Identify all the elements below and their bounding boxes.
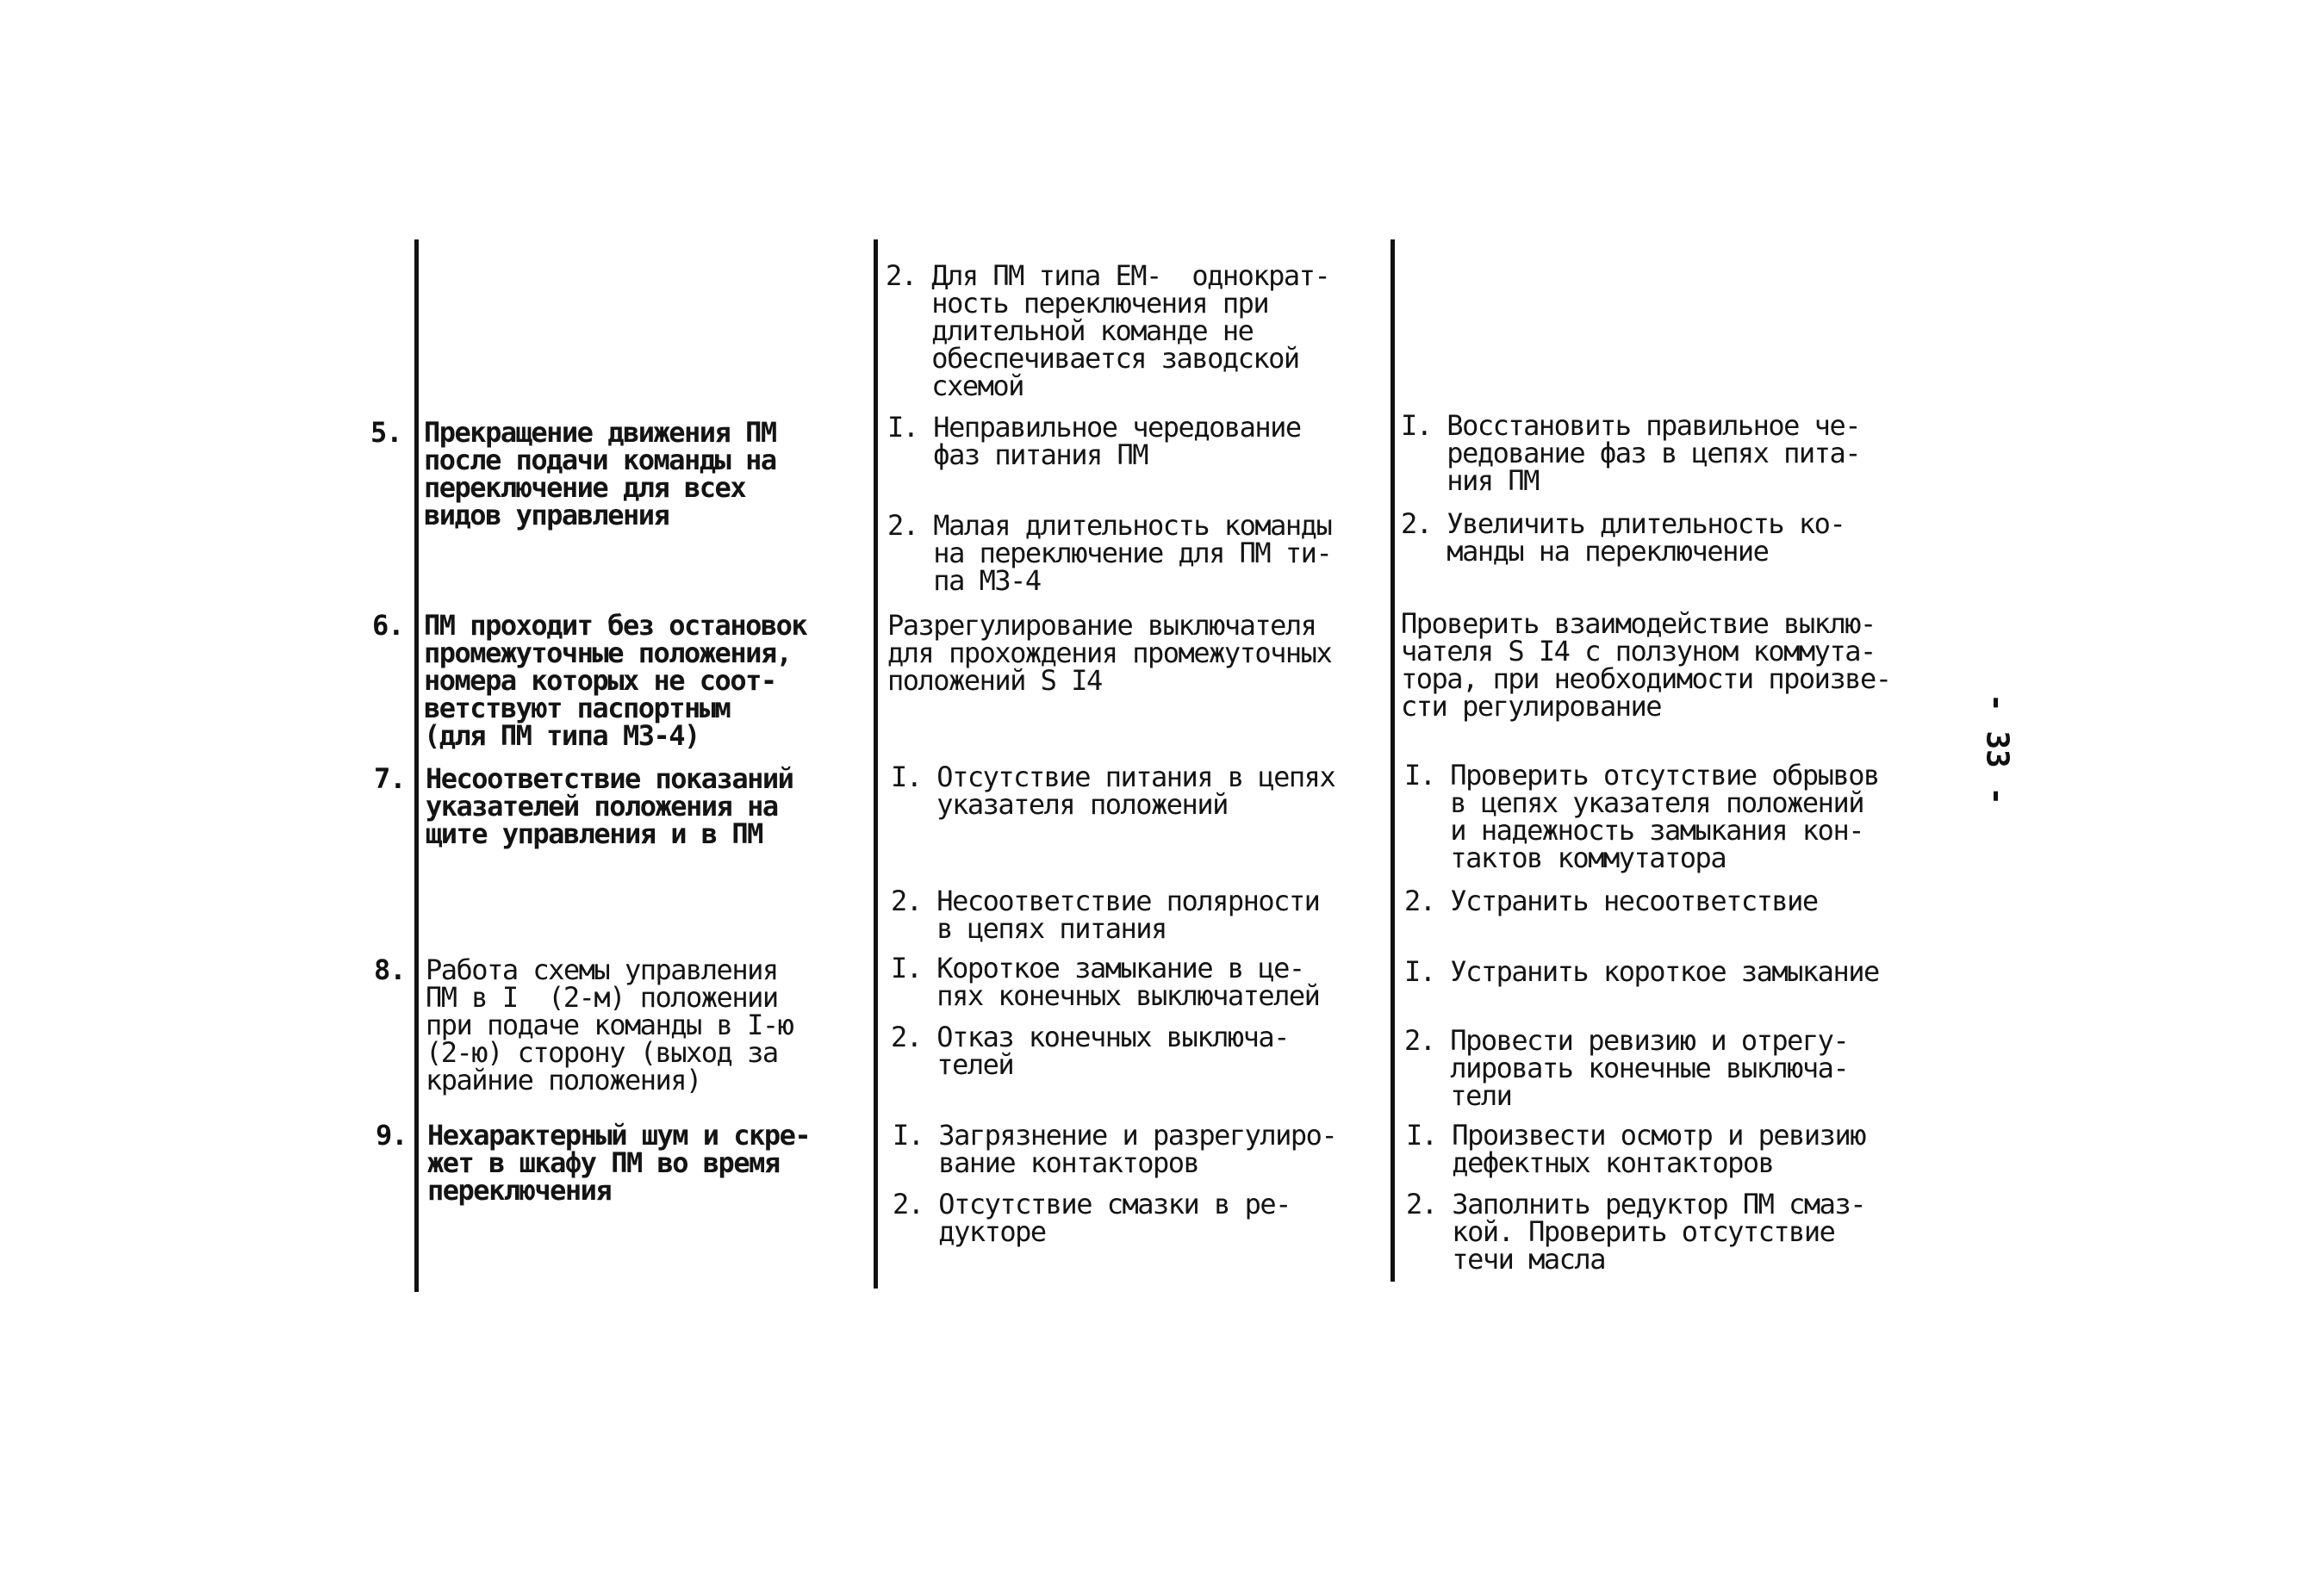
table-rule-left	[414, 239, 419, 1292]
cause-cell: I. Загрязнение и разрегулиро- вание контакторов	[893, 1119, 1337, 1179]
remedy-cell: I. Устранить короткое замыкание	[1404, 955, 1879, 988]
row-number: 9.	[376, 1119, 408, 1152]
cause-cell: I. Короткое замыкание в це- пях конечных выключателей	[891, 952, 1320, 1012]
row-number: 5.	[370, 416, 402, 449]
row-number: 8.	[374, 953, 406, 986]
cause-cell: I. Отсутствие питания в цепях указателя положений	[891, 761, 1335, 821]
cause-cell: 2. Для ПМ типа ЕМ- однократ- ность переключения при длительной команде не обеспечивается заводской схемой	[886, 259, 1330, 402]
table-rule-middle	[874, 239, 878, 1289]
remedy-cell: Проверить взаимодействие выклю- чателя S I4 с ползуном коммута- тора, при необходимости произве- сти регулирование	[1401, 607, 1891, 723]
remedy-cell: 2. Увеличить длительность ко- манды на переключение	[1401, 507, 1845, 568]
symptom-cell: ПМ проходит без остановок промежуточные положения, номера которых не соот- ветствуют паспортным (для ПМ типа МЗ-4)	[424, 609, 807, 752]
symptom-cell: Прекращение движения ПМ после подачи команды на переключение для всех видов управления	[424, 416, 776, 531]
table-rule-right	[1391, 239, 1395, 1282]
row-number: 6.	[372, 609, 404, 642]
cause-cell: I. Неправильное чередование фаз питания ПМ	[887, 411, 1301, 471]
cause-cell: 2. Малая длительность команды на переключение для ПМ ти- па МЗ-4	[887, 509, 1332, 597]
cause-cell: 2. Отсутствие смазки в ре- дукторе	[893, 1188, 1291, 1248]
cause-cell: 2. Несоответствие полярности в цепях питания	[891, 885, 1320, 945]
symptom-cell: Несоответствие показаний указателей положения на щите управления и в ПМ	[426, 762, 793, 850]
remedy-cell: I. Восстановить правильное че- редование фаз в цепях пита- ния ПМ	[1401, 409, 1860, 497]
remedy-cell: I. Произвести осмотр и ревизию дефектных контакторов	[1406, 1119, 1865, 1179]
remedy-cell: I. Проверить отсутствие обрывов в цепях указателя положений и надежность замыкания кон- тактов коммутатора	[1404, 759, 1879, 874]
cause-cell: 2. Отказ конечных выключа- телей	[891, 1021, 1289, 1081]
row-number: 7.	[374, 762, 406, 795]
symptom-cell: Нехарактерный шум и скре- жет в шкафу ПМ во время переключения	[427, 1119, 811, 1207]
remedy-cell: 2. Провести ревизию и отрегу- лировать конечные выключа- тели	[1404, 1024, 1849, 1112]
remedy-cell: 2. Устранить несоответствие	[1404, 885, 1818, 917]
symptom-cell: Работа схемы управления ПМ в I (2-м) положении при подаче команды в I-ю (2-ю) сторону (выход за крайние положения)	[426, 953, 793, 1096]
cause-cell: Разрегулирование выключателя для прохождения промежуточных положений S I4	[887, 609, 1332, 697]
remedy-cell: 2. Заполнить редуктор ПМ смаз- кой. Проверить отсутствие течи масла	[1406, 1188, 1865, 1276]
page-number: - 33 -	[1979, 692, 2015, 806]
